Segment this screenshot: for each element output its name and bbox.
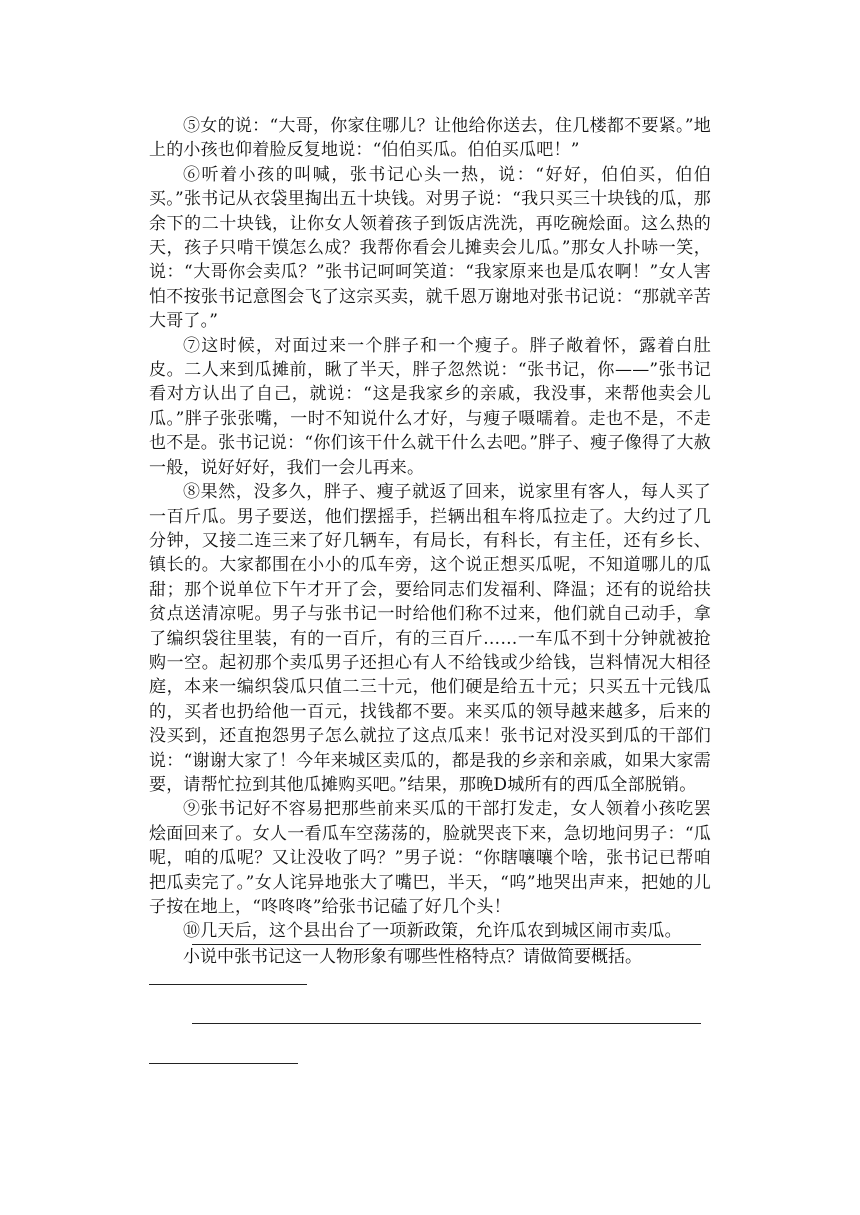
paragraph-8: ⑧果然，没多久，胖子、瘦子就返了回来，说家里有客人，每人买了一百斤瓜。男子要送，他们摆摇手，拦辆出租车将瓜拉走了。大约过了几分钟，又接二连三来了好几辆车，有局长，有科长，有主任，还有乡长、镇长的。大家都围在小小的瓜车旁，这个说正想买瓜呢，不知道哪儿的瓜甜；那个说单位下午才开了会，要给同志们发福利、降温；还有的说给扶贫点送清凉呢。男子与张书记一时给他们称不过来，他们就自己动手，拿了编织袋往里装，有的一百斤，有的三百斤……一车瓜不到十分钟就被抢购一空。起初那个卖瓜男子还担心有人不给钱或少给钱，岂料情况大相径庭，本来一编织袋瓜只值二三十元，他们硬是给五十元；只买五十元钱瓜的，买者也扔给他一百元，找钱都不要。来买瓜的领导越来越多，后来的没买到，还直抱怨男子怎么就拉了这点瓜来！张书记对没买到瓜的干部们说：“谢谢大家了！今年来城区卖瓜的，都是我的乡亲和亲戚，如果大家需要，请帮忙拉到其他瓜摊购买吧。”结果，那晚D城所有的西瓜全部脱销。 (149, 482, 711, 795)
paragraph-5: ⑤女的说：“大哥，你家住哪儿？让他给你送去，住几楼都不要紧。”地上的小孩也仰着脸反复地说：“伯伯买瓜。伯伯买瓜吧！” (149, 116, 711, 161)
answer-line[interactable] (149, 1063, 298, 1064)
paragraph-9: ⑨张书记好不容易把那些前来买瓜的干部打发走，女人领着小孩吃罢烩面回来了。女人一看瓜车空荡荡的，脸就哭丧下来，急切地问男子：“瓜呢，咱的瓜呢？又让没收了吗？”男子说：“你瞎嚷嚷个啥，张书记已帮咱把瓜卖完了。”女人诧异地张大了嘴巴，半天，“呜”地哭出声来，把她的儿子按在地上，“咚咚咚”给张书记磕了好几个头！ (149, 799, 711, 917)
question-prompt: 小说中张书记这一人物形象有哪些性格特点？请做简要概括。 (183, 946, 642, 967)
paragraph-7: ⑦这时候，对面过来一个胖子和一个瘦子。胖子敞着怀，露着白肚皮。二人来到瓜摊前，瞅了半天，胖子忽然说：“张书记，你——”张书记看对方认出了自己，就说：“这是我家乡的亲戚，我没事，来帮他卖会儿瓜。”胖子张张嘴，一时不知说什么才好，与瘦子嗫嚅着。走也不是，不走也不是。张书记说：“你们该干什么就干什么去吧。”胖子、瘦子像得了大赦一般，说好好好，我们一会儿再来。 (149, 335, 711, 478)
answer-line[interactable] (192, 1023, 701, 1024)
document-body (149, 114, 711, 970)
answer-line[interactable] (149, 984, 307, 985)
paragraph-10: ⑩几天后，这个县出台了一项新政策，允许瓜农到城区闹市卖瓜。 (183, 921, 682, 942)
paragraph-6: ⑥听着小孩的叫喊，张书记心头一热，说：“好好，伯伯买，伯伯买。”张书记从衣袋里掏出五十块钱。对男子说：“我只买三十块钱的瓜，那余下的二十块钱，让你女人领着孩子到饭店洗洗，再吃碗烩面。这么热的天，孩子只啃干馍怎么成？我帮你看会儿摊卖会儿瓜。”那女人扑哧一笑，说：“大哥你会卖瓜？”张书记呵呵笑道：“我家原来也是瓜农啊！”女人害怕不按张书记意图会飞了这宗买卖，就千恩万谢地对张书记说：“那就辛苦大哥了。” (149, 164, 711, 332)
